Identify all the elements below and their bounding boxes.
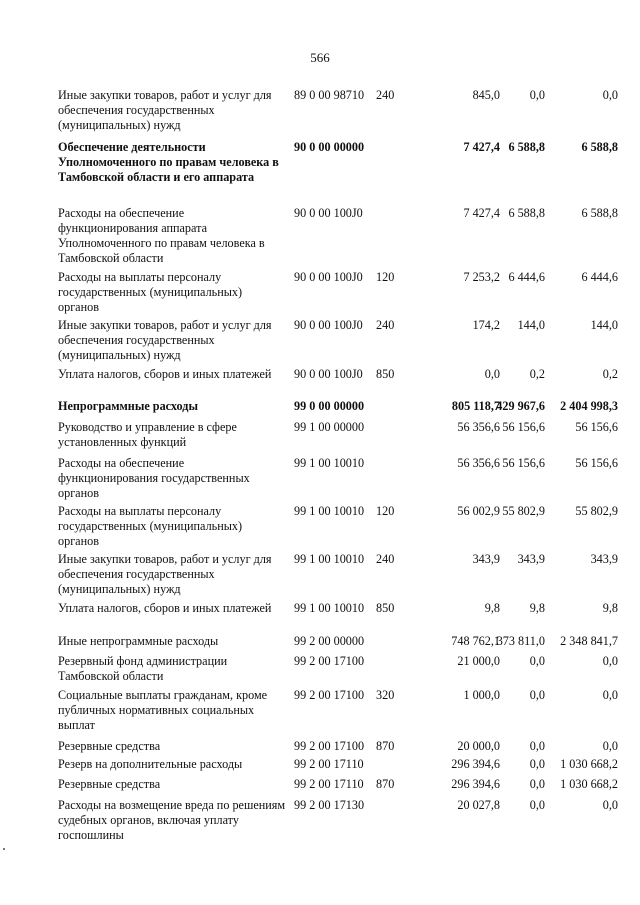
row-value-year3: 0,0 (602, 739, 618, 753)
table-row (58, 634, 618, 649)
row-value-year1: 21 000,0 (457, 654, 500, 668)
row-value-year1: 56 002,9 (457, 504, 500, 518)
table-row (58, 777, 618, 792)
row-name: Уплата налогов, сборов и иных платежей (58, 601, 272, 615)
row-value-year3: 0,0 (602, 88, 618, 102)
row-value-year3: 144,0 (590, 318, 618, 332)
row-name: Иные закупки товаров, работ и услуг для обеспечения государственных (муниципальных) нужд (58, 552, 272, 596)
row-value-year3: 1 030 668,2 (560, 777, 618, 791)
row-name: Резервные средства (58, 739, 161, 753)
row-value-year1: 0,0 (484, 367, 500, 381)
row-value-year2: 0,0 (529, 739, 545, 753)
row-value-year2: 6 588,8 (508, 206, 545, 220)
row-code: 99 2 00 17100 (294, 688, 365, 702)
row-value-year2: 343,9 (517, 552, 545, 566)
row-value-year2: 429 967,6 (496, 399, 545, 413)
row-value-year1: 748 762,1 (451, 634, 500, 648)
row-code: 99 1 00 10010 (294, 504, 365, 518)
row-name: Расходы на обеспечение функционирования государственных органов (58, 456, 250, 500)
row-code: 99 2 00 17130 (294, 798, 365, 812)
row-expense-type: 240 (376, 552, 395, 566)
row-expense-type: 870 (376, 777, 395, 791)
table-row (58, 206, 618, 266)
row-value-year1: 56 356,6 (457, 456, 500, 470)
table-row (58, 688, 618, 733)
row-name: Расходы на возмещение вреда по решениям судебных органов, включая уплату госпошлины (58, 798, 286, 842)
row-code: 99 2 00 17100 (294, 739, 365, 753)
row-value-year3: 2 348 841,7 (560, 634, 618, 648)
table-row (58, 88, 618, 133)
row-name: Руководство и управление в сфере установленных функций (58, 420, 237, 449)
row-value-year3: 6 444,6 (581, 270, 618, 284)
row-value-year1: 1 000,0 (463, 688, 500, 702)
table-row (58, 140, 618, 185)
row-code: 90 0 00 100J0 (294, 270, 363, 284)
row-name: Резервные средства (58, 777, 161, 791)
row-value-year1: 174,2 (472, 318, 500, 332)
table-row (58, 399, 618, 414)
page-number: 566 (310, 50, 330, 65)
row-value-year1: 805 118,7 (451, 399, 500, 413)
row-value-year3: 0,0 (602, 798, 618, 812)
row-code: 99 2 00 17110 (294, 777, 364, 791)
table-row (58, 367, 618, 382)
row-expense-type: 320 (376, 688, 395, 702)
row-name: Обеспечение деятельности Уполномоченного по правам человека в Тамбовской области и его аппарата (58, 140, 279, 184)
row-name: Непрограммные расходы (58, 399, 198, 413)
table-row (58, 739, 618, 754)
row-value-year1: 7 253,2 (463, 270, 500, 284)
row-code: 90 0 00 100J0 (294, 318, 363, 332)
row-value-year1: 20 027,8 (457, 798, 500, 812)
table-row (58, 318, 618, 363)
row-value-year1: 296 394,6 (451, 757, 500, 771)
row-code: 89 0 00 98710 (294, 88, 365, 102)
row-value-year3: 9,8 (602, 601, 618, 615)
row-value-year1: 296 394,6 (451, 777, 500, 791)
row-code: 99 1 00 10010 (294, 456, 365, 470)
row-name: Иные непрограммные расходы (58, 634, 219, 648)
row-value-year3: 0,0 (602, 654, 618, 668)
table-row (58, 798, 618, 843)
row-expense-type: 120 (376, 504, 395, 518)
row-code: 99 1 00 10010 (294, 601, 365, 615)
row-expense-type: 240 (376, 318, 395, 332)
table-row (58, 601, 618, 616)
row-value-year1: 7 427,4 (463, 206, 500, 220)
row-value-year2: 6 588,8 (508, 140, 545, 154)
row-value-year1: 845,0 (472, 88, 500, 102)
row-expense-type: 120 (376, 270, 395, 284)
row-value-year2: 0,2 (529, 367, 545, 381)
row-expense-type: 850 (376, 367, 395, 381)
table-row (58, 456, 618, 501)
row-value-year2: 0,0 (529, 654, 545, 668)
row-value-year3: 56 156,6 (575, 420, 618, 434)
row-value-year1: 9,8 (484, 601, 500, 615)
row-value-year3: 6 588,8 (581, 140, 618, 154)
row-code: 90 0 00 100J0 (294, 206, 363, 220)
row-value-year3: 343,9 (590, 552, 618, 566)
row-value-year2: 55 802,9 (502, 504, 545, 518)
row-expense-type: 850 (376, 601, 395, 615)
row-value-year2: 6 444,6 (508, 270, 545, 284)
table-row (58, 270, 618, 315)
table-row (58, 504, 618, 549)
row-name: Резервный фонд администрации Тамбовской области (58, 654, 228, 683)
row-value-year1: 20 000,0 (457, 739, 500, 753)
row-name: Уплата налогов, сборов и иных платежей (58, 367, 272, 381)
row-code: 99 2 00 17100 (294, 654, 365, 668)
table-row (58, 420, 618, 450)
row-expense-type: 870 (376, 739, 395, 753)
row-value-year3: 2 404 998,3 (560, 399, 618, 413)
row-name: Расходы на обеспечение функционирования аппарата Уполномоченного по правам человека в Тамбовской области (58, 206, 265, 265)
row-value-year3: 55 802,9 (575, 504, 618, 518)
row-value-year2: 9,8 (529, 601, 545, 615)
row-value-year2: 373 811,0 (496, 634, 545, 648)
row-value-year3: 0,2 (602, 367, 618, 381)
row-value-year3: 56 156,6 (575, 456, 618, 470)
row-value-year2: 144,0 (517, 318, 545, 332)
row-code: 99 1 00 00000 (294, 420, 365, 434)
row-name: Иные закупки товаров, работ и услуг для обеспечения государственных (муниципальных) нужд (58, 318, 272, 362)
row-value-year2: 0,0 (529, 777, 545, 791)
row-name: Расходы на выплаты персоналу государственных (муниципальных) органов (58, 270, 243, 314)
row-value-year1: 7 427,4 (463, 140, 500, 154)
row-value-year2: 0,0 (529, 798, 545, 812)
row-value-year3: 0,0 (602, 688, 618, 702)
row-value-year2: 56 156,6 (502, 420, 545, 434)
row-value-year3: 1 030 668,2 (560, 757, 618, 771)
table-row (58, 654, 618, 684)
row-value-year1: 343,9 (472, 552, 500, 566)
row-name: Резерв на дополнительные расходы (58, 757, 243, 771)
row-value-year1: 56 356,6 (457, 420, 500, 434)
table-row (58, 757, 618, 772)
row-value-year3: 6 588,8 (581, 206, 618, 220)
row-value-year2: 56 156,6 (502, 456, 545, 470)
row-code: 99 2 00 17110 (294, 757, 364, 771)
row-code: 99 2 00 00000 (294, 634, 365, 648)
row-code: 99 1 00 10010 (294, 552, 365, 566)
row-value-year2: 0,0 (529, 88, 545, 102)
row-name: Иные закупки товаров, работ и услуг для обеспечения государственных (муниципальных) нужд (58, 88, 272, 132)
row-code: 99 0 00 00000 (294, 399, 365, 413)
row-value-year2: 0,0 (529, 688, 545, 702)
row-code: 90 0 00 100J0 (294, 367, 363, 381)
table-row (58, 552, 618, 597)
row-code: 90 0 00 00000 (294, 140, 365, 154)
scan-mark (3, 848, 5, 850)
row-name: Социальные выплаты гражданам, кроме публичных нормативных социальных выплат (58, 688, 268, 732)
row-value-year2: 0,0 (529, 757, 545, 771)
row-name: Расходы на выплаты персоналу государственных (муниципальных) органов (58, 504, 243, 548)
row-expense-type: 240 (376, 88, 395, 102)
